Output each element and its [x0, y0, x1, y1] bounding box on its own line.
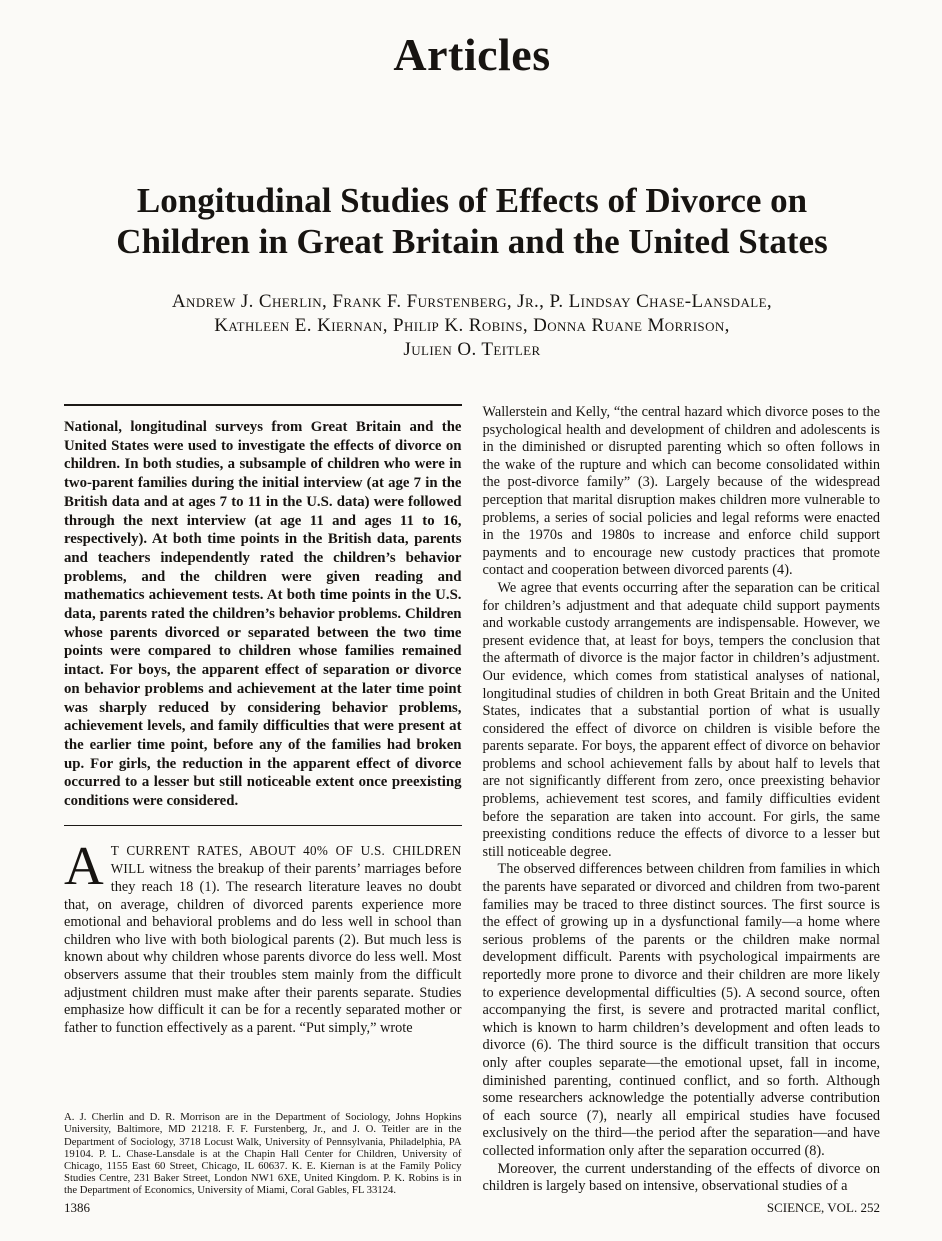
article-title-line-2: Children in Great Britain and the United States: [116, 222, 828, 261]
author-list: [64, 290, 880, 362]
opening-paragraph-text: witness the breakup of their parents’ marriages before they reach 18 (1). The research literature leaves no doubt that, on average, children of divorced parents experience more emotional and behavioral problems and do less well in school than children who live with both biological parents (2). But much less is known about why children whose parents divorce do less well. Most observers assume that their troubles stem mainly from the difficult adjustment children must make after their parents separate. Studies emphasize how difficult it can be for a recently separated mother or father to function effectively as a parent. “Put simply,” wrote: [64, 861, 462, 1036]
article-title-line-1: Longitudinal Studies of Effects of Divorce on: [136, 181, 808, 220]
journal-volume: SCIENCE, VOL. 252: [766, 1200, 880, 1215]
article-title: [64, 180, 880, 262]
section-header: Articles: [393, 29, 551, 80]
authors-line-2: Kathleen E. Kiernan, Philip K. Robins, Donna Ruane Morrison,: [214, 315, 730, 336]
paragraph: Wallerstein and Kelly, “the central hazard which divorce poses to the psychological health and development of children and adolescents is in the diminished or disrupted parenting which so often follows in the wake of the rupture and which can become consolidated within the post-divorce family” (3). Largely because of the widespread perception that marital disruption makes children more vulnerable to problems, a series of social policies and legal reforms were enacted in the 1970s and 1980s to increase and enforce child support payments and to encourage new custody practices that promote contact and cooperation between divorced parents (4).: [482, 404, 880, 579]
authors-line-3: Julien O. Teitler: [403, 339, 541, 360]
article-body: [64, 404, 880, 1196]
left-column: [64, 404, 462, 1196]
page-footer: [64, 1200, 880, 1216]
page-number: 1386: [64, 1200, 90, 1215]
affiliations-footnote: A. J. Cherlin and D. R. Morrison are in the Department of Sociology, Johns Hopkins University, Baltimore, MD 21218. F. F. Furstenberg, Jr., and J. O. Teitler are in the Department of Sociology, 3718 Locust Walk, University of Pennsylvania, Philadelphia, PA 19104. P. L. Chase-Lansdale is at the Chapin Hall Center for Children, University of Chicago, 1155 East 60 Street, Chicago, IL 60637. K. E. Kiernan is at the Family Policy Studies Centre, 231 Baker Street, London NW1 6XE, United Kingdom. P. K. Robins is in the Department of Economics, University of Miami, Coral Gables, FL 33124.: [64, 1111, 462, 1196]
authors-line-1: Andrew J. Cherlin, Frank F. Furstenberg, Jr., P. Lindsay Chase-Lansdale,: [171, 291, 773, 312]
paragraph: The observed differences between children from families in which the parents have separated or divorced and children from two-parent families may be traced to three distinct sources. The first source is the effect of growing up in a dysfunctional family—a home where serious problems of the parents or the children make normal development difficult. Parents with psychological impairments are reportedly more prone to divorce and their children are more likely to experience developmental difficulties (5). A second source, often accompanying the first, is severe and protracted marital conflict, which is known to harm children’s development and often leads to divorce (6). The third source is the difficult transition that occurs only after couples separate—the emotional upset, fall in income, diminished parenting, continued conflict, and so forth. Although some researchers acknowledge the potentially adverse contribution of each source (7), nearly all empirical studies have focused exclusively on the third—the period after the separation—and have collected information only after the separation occurred (8).: [482, 861, 880, 1159]
lead-in-small-caps: T CURRENT RATES, ABOUT 40% OF U.S. CHILDREN WILL: [110, 842, 462, 877]
drop-cap: A: [64, 834, 104, 896]
paragraph: We agree that events occurring after the separation can be critical for children’s adjustment and that adequate child support payments and workable custody arrangements are indispensable. However, we present evidence that, at least for boys, tempers the conclusion that the aftermath of divorce is the major factor in children’s adjustment. Our evidence, which comes from statistical analyses of national, longitudinal studies of children in both Great Britain and the United States, indicates that a substantial portion of what is usually considered the effect of divorce on children is visible before the parents separate. For boys, the apparent effect of divorce on behavior problems and school achievement falls by about half to levels that are not significantly different from zero, once preexisting behavior problems, achievement test scores, and family difficulties evident before the separation are taken into account. For girls, the same preexisting conditions reduce the effects of divorce to a lesser but still noticeable degree.: [482, 579, 880, 860]
right-column: [483, 404, 881, 1196]
paragraph: Moreover, the current understanding of the effects of divorce on children is largely based on intensive, observational studies of a: [482, 1160, 880, 1195]
abstract: National, longitudinal surveys from Great Britain and the United States were used to investigate the effects of divorce on children. In both studies, a subsample of children who were in two-parent families during the initial interview (at age 7 in the British data and at ages 7 to 11 in the U.S. data) were followed through the next interview (at age 11 and ages 11 to 16, respectively). At both time points in the British data, parents and teachers independently rated the children’s behavior problems, and the children were given reading and mathematics achievement tests. At both time points in the U.S. data, parents rated the children’s behavior problems. Children whose parents divorced or separated between the two time points were compared to children whose families remained intact. For boys, the apparent effect of separation or divorce on behavior problems and achievement at the later time point was sharply reduced by considering behavior problems, achievement levels, and family difficulties that were present at the earlier time point, before any of the families had broken up. For girls, the reduction in the apparent effect of divorce occurred to a lesser but still noticeable extent once preexisting conditions were considered.: [64, 404, 462, 826]
opening-paragraph: [64, 834, 462, 1038]
